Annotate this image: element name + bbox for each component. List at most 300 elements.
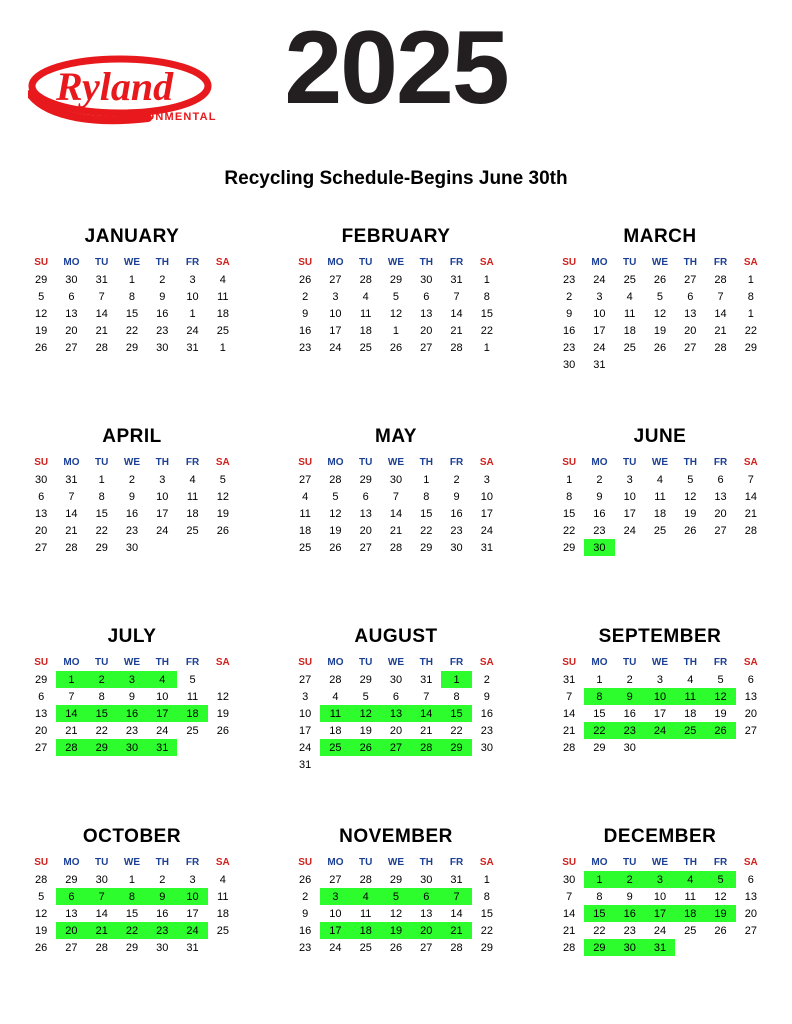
day-cell: 7 <box>392 490 400 503</box>
day-cell: 28 <box>65 541 78 554</box>
day-cell: 15 <box>480 307 493 320</box>
month-block <box>528 212 792 412</box>
weekday-header-su: SU <box>562 857 577 868</box>
day-cell: 30 <box>156 941 169 954</box>
day-cell: 8 <box>128 290 136 303</box>
weekday-header-row <box>26 856 238 871</box>
day-cell: 6 <box>38 690 45 703</box>
svg-text:Ryland: Ryland <box>56 64 174 109</box>
day-cell: 6 <box>38 490 45 503</box>
week-row <box>290 539 502 556</box>
day-cell: 19 <box>359 724 372 737</box>
day-cell: 13 <box>420 307 433 320</box>
week-row <box>26 671 238 688</box>
day-cell: 10 <box>329 307 342 320</box>
week-row <box>554 739 766 756</box>
weekday-header-we: WE <box>123 657 141 668</box>
day-cell: 2 <box>302 890 309 903</box>
day-cell: 21 <box>420 724 433 737</box>
month-name: APRIL <box>102 426 162 447</box>
month-calendar-table <box>290 456 502 556</box>
month-block <box>0 612 264 812</box>
day-cell: 4 <box>189 473 196 486</box>
day-cell-recycling: 28 <box>411 739 441 756</box>
day-cell: 30 <box>65 273 78 286</box>
day-cell <box>705 539 735 556</box>
day-cell: 16 <box>299 924 312 937</box>
day-cell: 16 <box>563 324 576 337</box>
day-cell: 29 <box>563 541 576 554</box>
weekday-header-sa: SA <box>743 257 758 268</box>
day-cell: 8 <box>98 490 105 503</box>
month-calendar-table <box>554 456 766 556</box>
weekday-header-fr: FR <box>713 657 728 668</box>
day-cell <box>736 539 766 556</box>
day-cell-recycling: 15 <box>87 705 117 722</box>
day-cell-recycling: 17 <box>147 705 177 722</box>
day-cell: 27 <box>65 941 78 954</box>
day-cell-recycling: 16 <box>117 705 147 722</box>
day-cell-recycling: 6 <box>411 888 441 905</box>
day-cell: 25 <box>653 524 667 537</box>
day-cell: 10 <box>156 690 169 703</box>
day-cell <box>645 539 675 556</box>
day-cell: 26 <box>35 941 48 954</box>
day-cell-recycling: 29 <box>441 739 471 756</box>
weekday-header-tu: TU <box>623 657 637 668</box>
day-cell: 26 <box>389 941 403 954</box>
day-cell <box>736 939 766 956</box>
month-calendar-table <box>554 656 766 756</box>
weekday-header-we: WE <box>123 857 141 868</box>
day-cell: 29 <box>95 541 108 554</box>
day-cell: 4 <box>332 690 339 703</box>
weekday-header-th: TH <box>683 257 697 268</box>
month-block <box>264 412 528 612</box>
week-row <box>290 871 502 888</box>
day-cell: 14 <box>714 307 727 320</box>
day-cell: 21 <box>65 724 78 737</box>
day-cell: 20 <box>744 907 757 920</box>
weekday-header-mo: MO <box>591 657 608 668</box>
day-cell: 30 <box>389 673 403 686</box>
day-cell: 11 <box>359 907 372 920</box>
week-row <box>290 705 502 722</box>
weekday-header-fr: FR <box>449 457 464 468</box>
day-cell: 27 <box>744 924 757 937</box>
day-cell: 13 <box>65 907 78 920</box>
day-cell: 22 <box>480 924 493 937</box>
day-cell: 13 <box>359 507 372 520</box>
week-row <box>554 671 766 688</box>
day-cell: 7 <box>747 473 754 486</box>
weekday-header-mo: MO <box>63 857 80 868</box>
weekday-header-mo: MO <box>591 857 608 868</box>
day-cell: 1 <box>566 473 573 486</box>
day-cell: 7 <box>68 490 75 503</box>
day-cell: 4 <box>219 873 226 886</box>
day-cell: 29 <box>593 741 606 754</box>
weekday-header-sa: SA <box>743 457 758 468</box>
month-name: MARCH <box>623 226 697 247</box>
month-name: JUNE <box>633 426 687 447</box>
day-cell: 15 <box>420 507 433 520</box>
day-cell: 3 <box>159 473 166 486</box>
day-cell-recycling: 17 <box>645 905 675 922</box>
day-cell: 19 <box>216 507 229 520</box>
day-cell: 10 <box>329 907 342 920</box>
day-cell: 5 <box>656 290 664 303</box>
day-cell: 26 <box>35 341 48 354</box>
month-calendar-table <box>290 256 502 356</box>
month-name: DECEMBER <box>603 826 717 847</box>
weekday-header-th: TH <box>419 457 433 468</box>
day-cell-recycling: 2 <box>87 671 117 688</box>
day-cell: 1 <box>128 273 136 286</box>
day-cell: 30 <box>95 873 108 886</box>
day-cell-recycling: 26 <box>351 739 381 756</box>
week-row <box>554 871 766 888</box>
day-cell: 20 <box>684 324 697 337</box>
weekday-header-mo: MO <box>327 857 344 868</box>
day-cell: 14 <box>450 907 463 920</box>
day-cell: 23 <box>450 524 463 537</box>
day-cell-recycling: 4 <box>351 888 381 905</box>
day-cell: 19 <box>653 324 667 337</box>
month-block <box>0 212 264 412</box>
day-cell: 10 <box>299 707 312 720</box>
day-cell: 16 <box>156 307 169 320</box>
week-row <box>26 922 238 939</box>
day-cell: 21 <box>95 324 108 337</box>
day-cell: 24 <box>329 341 342 354</box>
day-cell-recycling: 22 <box>584 722 614 739</box>
month-name: FEBRUARY <box>341 226 451 247</box>
day-cell-recycling: 20 <box>411 922 441 939</box>
day-cell: 30 <box>450 541 463 554</box>
day-cell: 21 <box>563 724 576 737</box>
day-cell: 27 <box>65 341 78 354</box>
weekday-header-row <box>26 256 238 271</box>
week-row <box>554 505 766 522</box>
day-cell: 27 <box>420 341 433 354</box>
day-cell: 27 <box>420 941 433 954</box>
weekday-header-mo: MO <box>327 457 344 468</box>
weekday-header-su: SU <box>34 257 49 268</box>
day-cell: 5 <box>219 473 226 486</box>
day-cell: 24 <box>593 273 606 286</box>
day-cell: 14 <box>95 907 108 920</box>
day-cell: 2 <box>566 290 573 303</box>
day-cell-recycling: 15 <box>584 905 614 922</box>
weekday-header-row <box>554 656 766 671</box>
weekday-header-we: WE <box>651 257 669 268</box>
day-cell: 11 <box>217 890 229 903</box>
day-cell: 3 <box>302 690 309 703</box>
day-cell <box>441 756 471 773</box>
day-cell: 24 <box>186 324 199 337</box>
day-cell: 7 <box>98 290 105 303</box>
weekday-header-we: WE <box>387 857 405 868</box>
weekday-header-su: SU <box>562 457 577 468</box>
day-cell: 8 <box>483 290 490 303</box>
day-cell: 24 <box>480 524 493 537</box>
day-cell: 6 <box>717 473 724 486</box>
week-row <box>554 471 766 488</box>
weekday-header-mo: MO <box>63 457 80 468</box>
day-cell-recycling: 17 <box>320 922 350 939</box>
day-cell: 30 <box>420 273 433 286</box>
day-cell-recycling: 30 <box>117 739 147 756</box>
day-cell <box>208 671 238 688</box>
day-cell: 25 <box>359 941 372 954</box>
day-cell: 18 <box>653 507 667 520</box>
day-cell: 22 <box>450 724 463 737</box>
weekday-header-th: TH <box>155 857 169 868</box>
day-cell: 7 <box>453 290 460 303</box>
day-cell: 25 <box>684 924 697 937</box>
day-cell: 18 <box>216 907 229 920</box>
day-cell: 31 <box>450 273 463 286</box>
weekday-header-we: WE <box>651 457 669 468</box>
day-cell: 2 <box>159 873 166 886</box>
weekday-header-tu: TU <box>95 257 109 268</box>
day-cell <box>147 539 177 556</box>
day-cell: 28 <box>35 873 48 886</box>
day-cell: 26 <box>329 541 342 554</box>
month-calendar-table <box>554 256 766 373</box>
weekday-header-th: TH <box>155 257 169 268</box>
day-cell-recycling: 28 <box>56 739 86 756</box>
day-cell: 2 <box>596 473 603 486</box>
weekday-header-tu: TU <box>95 857 109 868</box>
weekday-header-fr: FR <box>713 257 728 268</box>
week-row <box>290 888 502 905</box>
day-cell: 8 <box>98 690 105 703</box>
weekday-header-sa: SA <box>215 457 230 468</box>
day-cell: 5 <box>717 673 724 686</box>
weekday-header-we: WE <box>651 857 669 868</box>
day-cell: 31 <box>299 758 312 771</box>
day-cell: 4 <box>656 473 664 486</box>
weekday-header-row <box>290 656 502 671</box>
day-cell-recycling: 24 <box>645 722 675 739</box>
day-cell: 22 <box>480 324 493 337</box>
day-cell: 16 <box>156 907 169 920</box>
day-cell-recycling: 29 <box>87 739 117 756</box>
day-cell-recycling: 18 <box>675 905 705 922</box>
month-name: JANUARY <box>84 226 180 247</box>
day-cell: 31 <box>593 358 606 371</box>
weekday-header-row <box>26 456 238 471</box>
month-block <box>264 612 528 812</box>
day-cell: 11 <box>684 890 696 903</box>
day-cell: 28 <box>95 341 108 354</box>
day-cell: 13 <box>684 307 697 320</box>
day-cell: 27 <box>35 541 48 554</box>
week-row <box>26 739 238 756</box>
day-cell: 27 <box>299 673 312 686</box>
day-cell: 15 <box>125 907 139 920</box>
day-cell: 16 <box>480 707 493 720</box>
weekday-header-fr: FR <box>449 657 464 668</box>
day-cell: 9 <box>483 690 490 703</box>
day-cell: 28 <box>329 473 342 486</box>
day-cell: 23 <box>299 941 312 954</box>
day-cell: 18 <box>329 724 342 737</box>
week-row <box>290 939 502 956</box>
day-cell: 23 <box>563 341 576 354</box>
day-cell <box>675 739 705 756</box>
day-cell-recycling: 9 <box>147 888 177 905</box>
weekday-header-tu: TU <box>623 857 637 868</box>
weekday-header-we: WE <box>651 657 669 668</box>
week-row <box>554 922 766 939</box>
week-row <box>26 722 238 739</box>
weekday-header-sa: SA <box>743 657 758 668</box>
day-cell: 3 <box>483 473 490 486</box>
day-cell: 25 <box>623 341 636 354</box>
day-cell-recycling: 29 <box>584 939 614 956</box>
day-cell-recycling: 23 <box>147 922 177 939</box>
weekday-header-sa: SA <box>479 457 494 468</box>
weekday-header-fr: FR <box>449 857 464 868</box>
week-row <box>26 539 238 556</box>
day-cell: 1 <box>128 873 136 886</box>
day-cell: 8 <box>453 690 460 703</box>
day-cell-recycling: 30 <box>615 939 645 956</box>
day-cell: 9 <box>302 907 309 920</box>
weekday-header-tu: TU <box>359 657 373 668</box>
day-cell: 31 <box>186 941 199 954</box>
weekday-header-row <box>554 456 766 471</box>
weekday-header-row <box>290 456 502 471</box>
day-cell: 25 <box>359 341 372 354</box>
day-cell: 9 <box>128 690 136 703</box>
day-cell <box>675 939 705 956</box>
day-cell: 3 <box>656 673 664 686</box>
day-cell: 27 <box>684 273 697 286</box>
day-cell: 28 <box>389 541 403 554</box>
day-cell-recycling: 4 <box>147 671 177 688</box>
day-cell: 31 <box>65 473 78 486</box>
day-cell: 29 <box>35 673 48 686</box>
day-cell <box>705 356 735 373</box>
weekday-header-fr: FR <box>185 457 200 468</box>
day-cell: 9 <box>566 307 573 320</box>
month-block <box>528 412 792 612</box>
week-row <box>554 688 766 705</box>
svg-text:ENVIRONMENTAL: ENVIRONMENTAL <box>106 111 217 123</box>
day-cell-recycling: 2 <box>615 871 645 888</box>
day-cell: 17 <box>186 907 199 920</box>
day-cell: 27 <box>35 741 48 754</box>
week-row <box>290 305 502 322</box>
month-block <box>264 812 528 1012</box>
day-cell: 21 <box>563 924 576 937</box>
day-cell <box>208 739 238 756</box>
day-cell: 30 <box>420 873 433 886</box>
day-cell: 10 <box>480 490 493 503</box>
day-cell: 22 <box>95 724 108 737</box>
day-cell: 7 <box>717 290 724 303</box>
day-cell: 6 <box>362 490 369 503</box>
week-row <box>290 756 502 773</box>
day-cell: 29 <box>125 941 139 954</box>
weekday-header-row <box>290 256 502 271</box>
day-cell <box>736 356 766 373</box>
week-row <box>554 322 766 339</box>
day-cell: 9 <box>626 890 633 903</box>
month-calendar-table <box>290 856 502 956</box>
week-row <box>554 939 766 956</box>
weekday-header-sa: SA <box>743 857 758 868</box>
day-cell: 27 <box>359 541 372 554</box>
weekday-header-su: SU <box>34 457 49 468</box>
weekday-header-sa: SA <box>215 857 230 868</box>
day-cell <box>645 356 675 373</box>
day-cell: 28 <box>714 273 727 286</box>
week-row <box>554 488 766 505</box>
week-row <box>554 722 766 739</box>
day-cell-recycling: 1 <box>441 671 471 688</box>
weekday-header-row <box>554 256 766 271</box>
day-cell: 27 <box>744 724 757 737</box>
page-header <box>0 0 792 189</box>
day-cell: 24 <box>653 924 667 937</box>
weekday-header-fr: FR <box>185 257 200 268</box>
day-cell-recycling: 26 <box>705 722 735 739</box>
weekday-header-th: TH <box>683 657 697 668</box>
day-cell: 24 <box>593 341 606 354</box>
weekday-header-su: SU <box>562 657 577 668</box>
week-row <box>26 339 238 356</box>
day-cell: 26 <box>653 273 667 286</box>
day-cell: 18 <box>186 507 199 520</box>
week-row <box>26 471 238 488</box>
day-cell: 12 <box>216 690 229 703</box>
day-cell-recycling: 19 <box>381 922 411 939</box>
day-cell: 29 <box>125 341 139 354</box>
weekday-header-we: WE <box>387 257 405 268</box>
week-row <box>290 739 502 756</box>
weekday-header-tu: TU <box>359 257 373 268</box>
day-cell: 27 <box>329 273 342 286</box>
day-cell: 30 <box>563 358 576 371</box>
weekday-header-we: WE <box>387 457 405 468</box>
day-cell-recycling: 21 <box>441 922 471 939</box>
week-row <box>26 271 238 288</box>
day-cell: 20 <box>714 507 727 520</box>
day-cell: 12 <box>684 490 697 503</box>
day-cell: 20 <box>35 524 48 537</box>
day-cell: 22 <box>593 924 606 937</box>
day-cell: 20 <box>65 324 78 337</box>
day-cell: 29 <box>389 873 403 886</box>
day-cell-recycling: 3 <box>645 871 675 888</box>
week-row <box>290 322 502 339</box>
day-cell: 29 <box>359 673 372 686</box>
day-cell: 5 <box>687 473 694 486</box>
week-row <box>554 705 766 722</box>
day-cell: 20 <box>744 707 757 720</box>
month-name: AUGUST <box>354 626 438 647</box>
month-block <box>528 612 792 812</box>
day-cell: 24 <box>329 941 342 954</box>
day-cell: 16 <box>593 507 606 520</box>
day-cell: 18 <box>359 324 372 337</box>
day-cell: 30 <box>389 473 403 486</box>
